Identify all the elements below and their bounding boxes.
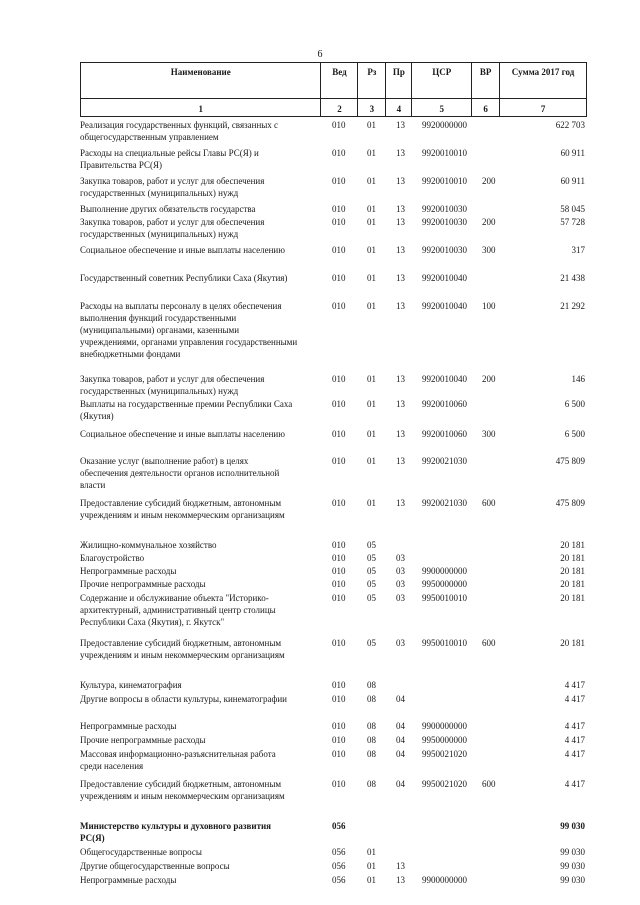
cell-csr: 9950021020 (422, 779, 467, 789)
cell-ved: 010 (332, 301, 346, 311)
cell-sum: 4 417 (564, 694, 585, 704)
cell-name: Общегосударственные вопросы (80, 847, 202, 857)
cell-csr: 9950021020 (422, 749, 467, 759)
cell-ved: 010 (332, 374, 346, 384)
cell-ved: 010 (332, 721, 346, 731)
cell-name: Другие общегосударственные вопросы (80, 861, 230, 871)
cell-csr: 9920010030 (422, 245, 467, 255)
cell-ved: 010 (332, 593, 346, 603)
cell-name: Реализация государственных функций, связанных с общегосударственным управлением (80, 120, 279, 142)
cell-vr: 200 (482, 374, 496, 384)
cell-name: Жилищно-коммунальное хозяйство (80, 540, 217, 550)
cell-ved: 010 (332, 399, 346, 409)
cell-ved: 056 (332, 861, 346, 871)
cell-rz: 01 (367, 245, 376, 255)
cell-vr: 600 (482, 638, 496, 648)
header-sum: Сумма 2017 год (500, 63, 587, 99)
cell-rz: 05 (367, 579, 376, 589)
cell-pr: 04 (396, 694, 405, 704)
cell-rz: 08 (367, 735, 376, 745)
cell-vr: 300 (482, 429, 496, 439)
cell-ved: 010 (332, 204, 346, 214)
cell-pr: 04 (396, 721, 405, 731)
cell-sum: 20 181 (560, 593, 585, 603)
header-vr: ВР (472, 63, 500, 99)
cell-ved: 010 (332, 735, 346, 745)
cell-sum: 146 (571, 374, 585, 384)
cell-rz: 01 (367, 273, 376, 283)
cell-ved: 010 (332, 245, 346, 255)
cell-csr: 9950010010 (422, 593, 467, 603)
cell-ved: 010 (332, 779, 346, 789)
cell-sum: 99 030 (560, 847, 585, 857)
cell-sum: 317 (571, 245, 585, 255)
cell-vr: 100 (482, 301, 496, 311)
cell-csr: 9920010030 (422, 217, 467, 227)
cell-name: Расходы на выплаты персоналу в целях обеспечения выполнения функций государственными (муниципальными) органами, казенными учреждениями, органами управления государственными внебюджетными фондами (80, 301, 298, 359)
cell-sum: 20 181 (560, 553, 585, 563)
cell-ved: 010 (332, 120, 346, 130)
header-num-pr: 4 (386, 99, 412, 117)
cell-name: Выполнение других обязательств государства (80, 204, 256, 214)
cell-name: Непрограммные расходы (80, 875, 177, 885)
cell-rz: 08 (367, 680, 376, 690)
header-num-name: 1 (81, 99, 321, 117)
header-rz: Рз (358, 63, 386, 99)
cell-pr: 13 (396, 301, 405, 311)
cell-vr: 600 (482, 779, 496, 789)
cell-name: Министерство культуры и духовного развития РС(Я) (80, 821, 272, 843)
header-num-ved: 2 (321, 99, 358, 117)
cell-rz: 05 (367, 593, 376, 603)
cell-sum: 20 181 (560, 579, 585, 589)
cell-csr: 9920010040 (422, 374, 467, 384)
cell-sum: 21 438 (560, 273, 585, 283)
cell-rz: 01 (367, 498, 376, 508)
cell-sum: 99 030 (560, 821, 585, 831)
cell-rz: 01 (367, 217, 376, 227)
cell-pr: 13 (396, 456, 405, 466)
cell-name: Непрограммные расходы (80, 566, 177, 576)
cell-ved: 010 (332, 749, 346, 759)
cell-ved: 010 (332, 638, 346, 648)
cell-csr: 9920010030 (422, 204, 467, 214)
cell-pr: 04 (396, 779, 405, 789)
cell-pr: 04 (396, 735, 405, 745)
cell-ved: 010 (332, 540, 346, 550)
header-name: Наименование (81, 63, 321, 99)
cell-pr: 13 (396, 875, 405, 885)
cell-pr: 03 (396, 566, 405, 576)
cell-rz: 01 (367, 120, 376, 130)
cell-ved: 056 (332, 821, 346, 831)
cell-name: Закупка товаров, работ и услуг для обеспечения государственных (муниципальных) нужд (80, 374, 265, 396)
cell-ved: 056 (332, 847, 346, 857)
cell-pr: 03 (396, 593, 405, 603)
cell-rz: 08 (367, 721, 376, 731)
cell-sum: 475 809 (555, 456, 585, 466)
cell-name: Закупка товаров, работ и услуг для обеспечения государственных (муниципальных) нужд (80, 176, 265, 198)
cell-name: Культура, кинематография (80, 680, 182, 690)
cell-rz: 01 (367, 176, 376, 186)
cell-rz: 01 (367, 456, 376, 466)
cell-rz: 08 (367, 779, 376, 789)
header-num-sum: 7 (500, 99, 587, 117)
cell-name: Непрограммные расходы (80, 721, 177, 731)
cell-name: Социальное обеспечение и иные выплаты населению (80, 245, 285, 255)
cell-csr: 9920010040 (422, 301, 467, 311)
cell-csr: 9900000000 (422, 566, 467, 576)
cell-vr: 300 (482, 245, 496, 255)
cell-pr: 13 (396, 498, 405, 508)
cell-name: Выплаты на государственные премии Республики Саха (Якутия) (80, 399, 293, 421)
header-pr: Пр (386, 63, 412, 99)
cell-pr: 13 (396, 176, 405, 186)
cell-ved: 010 (332, 680, 346, 690)
cell-pr: 03 (396, 579, 405, 589)
cell-sum: 58 045 (560, 204, 585, 214)
cell-ved: 010 (332, 217, 346, 227)
cell-csr: 9920021030 (422, 498, 467, 508)
page-number: 6 (317, 49, 323, 60)
cell-sum: 6 500 (564, 399, 585, 409)
cell-rz: 01 (367, 374, 376, 384)
cell-sum: 4 417 (564, 779, 585, 789)
cell-ved: 010 (332, 273, 346, 283)
cell-pr: 13 (396, 374, 405, 384)
cell-sum: 20 181 (560, 540, 585, 550)
cell-pr: 13 (396, 861, 405, 871)
cell-csr: 9920010010 (422, 148, 467, 158)
cell-csr: 9920000000 (422, 120, 467, 130)
cell-name: Расходы на специальные рейсы Главы РС(Я) и Правительства РС(Я) (80, 148, 259, 170)
cell-rz: 01 (367, 148, 376, 158)
cell-sum: 20 181 (560, 566, 585, 576)
cell-vr: 600 (482, 498, 496, 508)
cell-vr: 200 (482, 176, 496, 186)
cell-csr: 9920010040 (422, 273, 467, 283)
cell-pr: 13 (396, 399, 405, 409)
cell-csr: 9920010010 (422, 176, 467, 186)
cell-sum: 60 911 (560, 176, 585, 186)
cell-sum: 20 181 (560, 638, 585, 648)
header-num-vr: 6 (472, 99, 500, 117)
cell-ved: 010 (332, 566, 346, 576)
cell-sum: 60 911 (560, 148, 585, 158)
cell-vr: 200 (482, 217, 496, 227)
cell-ved: 010 (332, 456, 346, 466)
cell-sum: 4 417 (564, 735, 585, 745)
cell-name: Массовая информационно-разъяснительная работа среди населения (80, 749, 276, 771)
cell-ved: 056 (332, 875, 346, 885)
cell-rz: 01 (367, 399, 376, 409)
cell-pr: 03 (396, 638, 405, 648)
cell-csr: 9920010060 (422, 429, 467, 439)
cell-pr: 04 (396, 749, 405, 759)
cell-sum: 6 500 (564, 429, 585, 439)
cell-ved: 010 (332, 148, 346, 158)
cell-sum: 21 292 (560, 301, 585, 311)
cell-ved: 010 (332, 694, 346, 704)
cell-sum: 99 030 (560, 861, 585, 871)
cell-ved: 010 (332, 176, 346, 186)
table-header (80, 62, 587, 117)
cell-csr: 9900000000 (422, 875, 467, 885)
cell-ved: 010 (332, 429, 346, 439)
cell-csr: 9900000000 (422, 721, 467, 731)
cell-csr: 9950000000 (422, 735, 467, 745)
cell-sum: 4 417 (564, 749, 585, 759)
cell-name: Предоставление субсидий бюджетным, автономным учреждениям и иным некоммерческим организациям (80, 779, 285, 801)
cell-rz: 05 (367, 638, 376, 648)
cell-ved: 010 (332, 498, 346, 508)
cell-rz: 01 (367, 875, 376, 885)
cell-name: Благоустройство (80, 553, 145, 563)
cell-csr: 9920010060 (422, 399, 467, 409)
cell-name: Содержание и обслуживание объекта "Историко- архитектурный, административный центр столицы Республики Саха (Якутия), г. Якутск" (80, 593, 276, 627)
cell-name: Оказание услуг (выполнение работ) в целях обеспечения деятельности органов исполнительной власти (80, 456, 280, 490)
cell-sum: 57 728 (560, 217, 585, 227)
cell-rz: 01 (367, 204, 376, 214)
header-ved: Вед (321, 63, 358, 99)
cell-sum: 622 703 (555, 120, 585, 130)
cell-pr: 13 (396, 429, 405, 439)
cell-name: Закупка товаров, работ и услуг для обеспечения государственных (муниципальных) нужд (80, 217, 265, 239)
cell-rz: 01 (367, 861, 376, 871)
cell-pr: 13 (396, 120, 405, 130)
cell-rz: 08 (367, 749, 376, 759)
cell-sum: 4 417 (564, 680, 585, 690)
cell-sum: 475 809 (555, 498, 585, 508)
cell-name: Предоставление субсидий бюджетным, автономным учреждениям и иным некоммерческим организациям (80, 638, 285, 660)
cell-pr: 03 (396, 553, 405, 563)
cell-ved: 010 (332, 579, 346, 589)
cell-rz: 08 (367, 694, 376, 704)
cell-csr: 9950000000 (422, 579, 467, 589)
header-num-rz: 3 (358, 99, 386, 117)
cell-name: Прочие непрограммные расходы (80, 579, 206, 589)
cell-rz: 05 (367, 540, 376, 550)
cell-rz: 01 (367, 301, 376, 311)
cell-name: Другие вопросы в области культуры, кинематографии (80, 694, 287, 704)
cell-rz: 05 (367, 566, 376, 576)
header-csr: ЦСР (412, 63, 472, 99)
cell-pr: 13 (396, 245, 405, 255)
cell-rz: 01 (367, 847, 376, 857)
cell-rz: 05 (367, 553, 376, 563)
cell-pr: 13 (396, 273, 405, 283)
cell-pr: 13 (396, 148, 405, 158)
header-num-csr: 5 (412, 99, 472, 117)
cell-rz: 01 (367, 429, 376, 439)
cell-sum: 99 030 (560, 875, 585, 885)
cell-pr: 13 (396, 204, 405, 214)
cell-name: Государственный советник Республики Саха (Якутия) (80, 273, 288, 283)
cell-csr: 9920021030 (422, 456, 467, 466)
cell-name: Прочие непрограммные расходы (80, 735, 206, 745)
cell-csr: 9950010010 (422, 638, 467, 648)
cell-name: Предоставление субсидий бюджетным, автономным учреждениям и иным некоммерческим организациям (80, 498, 285, 520)
cell-sum: 4 417 (564, 721, 585, 731)
cell-pr: 13 (396, 217, 405, 227)
cell-ved: 010 (332, 553, 346, 563)
cell-name: Социальное обеспечение и иные выплаты населению (80, 429, 285, 439)
